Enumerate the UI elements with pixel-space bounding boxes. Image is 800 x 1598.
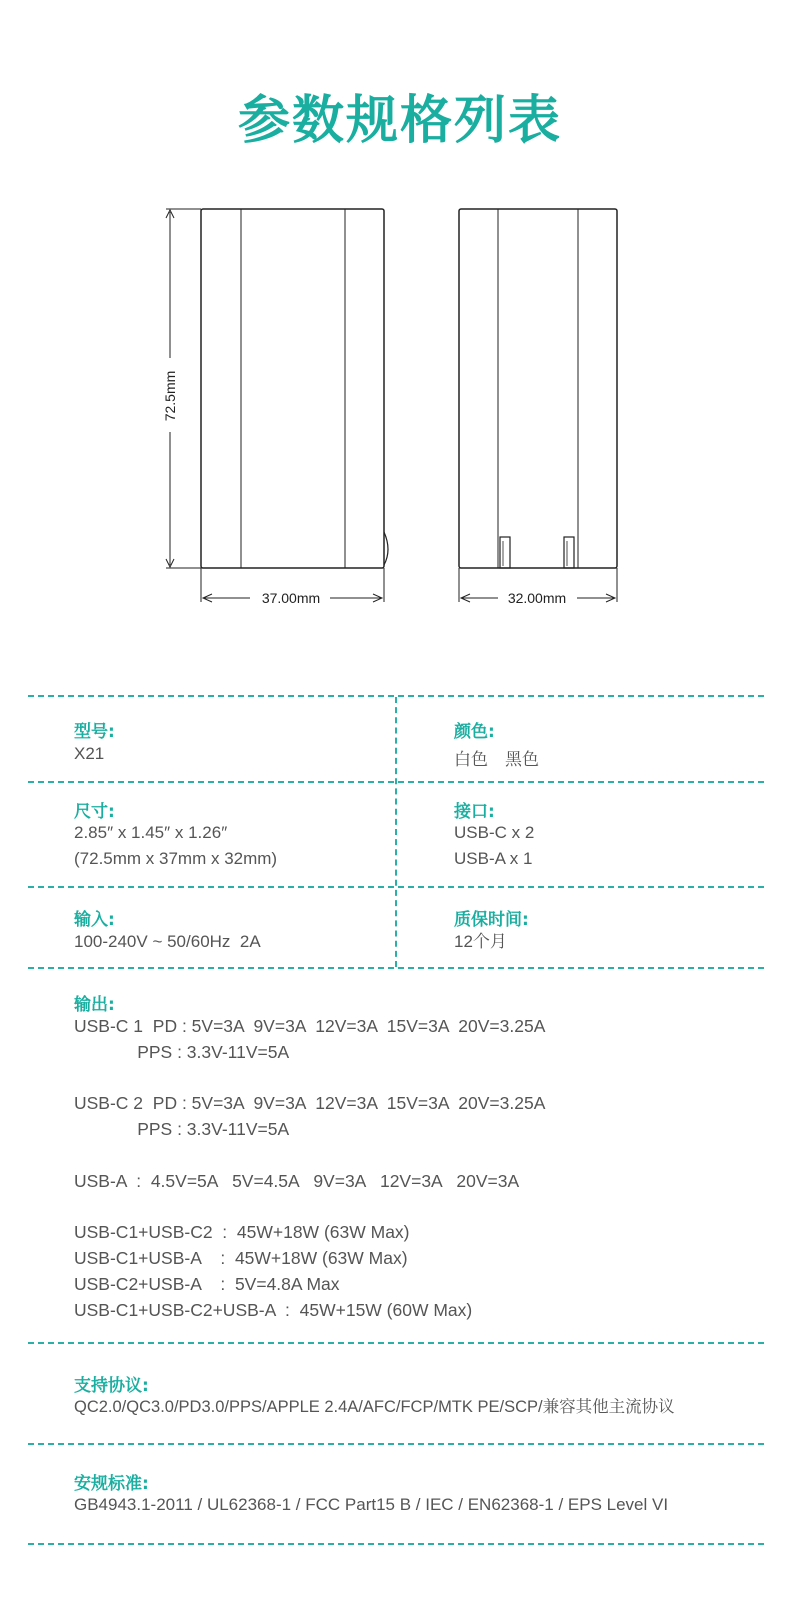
output-line: USB-C1+USB-C2 : 45W+18W (63W Max) (74, 1222, 410, 1242)
divider (28, 1443, 764, 1445)
input-value: 100-240V ~ 50/60Hz 2A (74, 932, 261, 951)
size-value-metric: (72.5mm x 37mm x 32mm) (74, 849, 278, 868)
safety-value: GB4943.1-2011 / UL62368-1 / FCC Part15 B / IEC / EN62368-1 / EPS Level VI (74, 1495, 669, 1514)
ports-label: 接口: (454, 802, 495, 822)
color-value: 白色 黑色 (454, 750, 539, 769)
output-line: USB-C1+USB-A : 45W+18W (63W Max) (74, 1248, 408, 1268)
depth-label: 32.00mm (507, 590, 567, 606)
output-line: USB-A : 4.5V=5A 5V=4.5A 9V=3A 12V=3A 20V=3A (74, 1171, 520, 1191)
output-line: PPS : 3.3V-11V=5A (74, 1119, 290, 1139)
width-label: 37.00mm (261, 590, 321, 606)
warranty-value: 12个月 (454, 932, 507, 951)
output-line: USB-C2+USB-A : 5V=4.8A Max (74, 1274, 340, 1294)
output-line: USB-C1+USB-C2+USB-A : 45W+15W (60W Max) (74, 1300, 473, 1320)
output-line: USB-C 1 PD : 5V=3A 9V=3A 12V=3A 15V=3A 20V=3.25A (74, 1016, 546, 1036)
model-value: X21 (74, 744, 105, 763)
charger-front-view (459, 209, 617, 568)
protocols-label: 支持协议: (74, 1376, 149, 1396)
model-label: 型号: (74, 722, 115, 742)
ports-value-usbc: USB-C x 2 (454, 823, 535, 842)
output-line: PPS : 3.3V-11V=5A (74, 1042, 290, 1062)
output-label: 输出: (74, 995, 115, 1015)
divider (28, 1342, 764, 1344)
charger-side-view (201, 209, 388, 568)
ports-value-usba: USB-A x 1 (454, 849, 533, 868)
divider (28, 967, 764, 969)
size-label: 尺寸: (74, 802, 115, 822)
page-title: 参数规格列表 (237, 91, 562, 151)
protocols-value: QC2.0/QC3.0/PD3.0/PPS/APPLE 2.4A/AFC/FCP/MTK PE/SCP/兼容其他主流协议 (74, 1398, 675, 1416)
height-label: 72.5mm (162, 370, 178, 422)
divider (28, 1543, 764, 1545)
color-label: 颜色: (454, 722, 495, 742)
warranty-label: 质保时间: (454, 910, 529, 930)
column-divider (395, 697, 397, 967)
size-value-imperial: 2.85″ x 1.45″ x 1.26″ (74, 823, 228, 842)
output-line: USB-C 2 PD : 5V=3A 9V=3A 12V=3A 15V=3A 20V=3.25A (74, 1093, 546, 1113)
safety-label: 安规标准: (74, 1474, 149, 1494)
dimension-diagram (0, 190, 800, 620)
input-label: 输入: (74, 910, 115, 930)
